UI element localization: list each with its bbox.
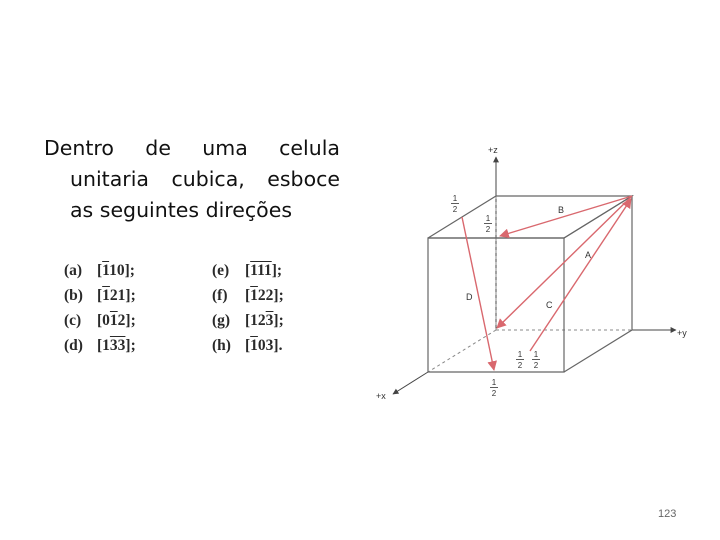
svg-text:2: 2 [485, 225, 491, 234]
svg-text:2: 2 [517, 361, 523, 370]
svg-text:1: 1 [452, 194, 458, 203]
vector-b-label: B [558, 205, 565, 215]
direction-row [64, 287, 324, 312]
direction-row [64, 337, 324, 362]
x-axis-dashed [428, 330, 496, 372]
svg-text:1: 1 [517, 350, 523, 359]
direction-row [64, 312, 324, 337]
svg-text:2: 2 [452, 205, 458, 214]
fraction-label [451, 194, 459, 214]
direction-item-h: (h) [103]. [212, 337, 283, 354]
direction-item-f: (f) [122]; [212, 287, 284, 304]
y-axis-label: +y [677, 328, 687, 338]
prompt-line-1: Dentro de uma celula [44, 136, 340, 160]
svg-text:2: 2 [533, 361, 539, 370]
prompt-line-2: unitaria cubica, esboce [70, 167, 340, 191]
direction-list [64, 262, 324, 362]
direction-item-a: (a) [110]; [64, 262, 135, 279]
unit-cell-figure [330, 135, 700, 410]
cube-top-face [428, 196, 632, 238]
fraction-label [484, 214, 492, 234]
fraction-label [532, 350, 540, 370]
page-number: 123 [658, 508, 677, 520]
prompt-text [44, 133, 340, 226]
direction-row [64, 262, 324, 287]
fraction-label [516, 350, 524, 370]
vector-d-label: D [466, 292, 473, 302]
direction-item-d: (d) [133]; [64, 337, 136, 354]
prompt-line-3: as seguintes direções [70, 198, 292, 222]
direction-item-e: (e) [111]; [212, 262, 283, 279]
fraction-label [490, 378, 498, 398]
x-axis [393, 372, 428, 394]
vector-c-label: C [546, 300, 553, 310]
z-axis-label: +z [488, 145, 498, 155]
svg-text:2: 2 [491, 389, 497, 398]
svg-text:1: 1 [485, 214, 491, 223]
direction-item-b: (b) [121]; [64, 287, 136, 304]
direction-item-c: (c) [012]; [64, 312, 136, 329]
direction-item-g: (g) [123]; [212, 312, 284, 329]
svg-text:1: 1 [491, 378, 497, 387]
svg-text:1: 1 [533, 350, 539, 359]
vector-a-label: A [585, 250, 592, 260]
x-axis-label: +x [376, 391, 386, 401]
